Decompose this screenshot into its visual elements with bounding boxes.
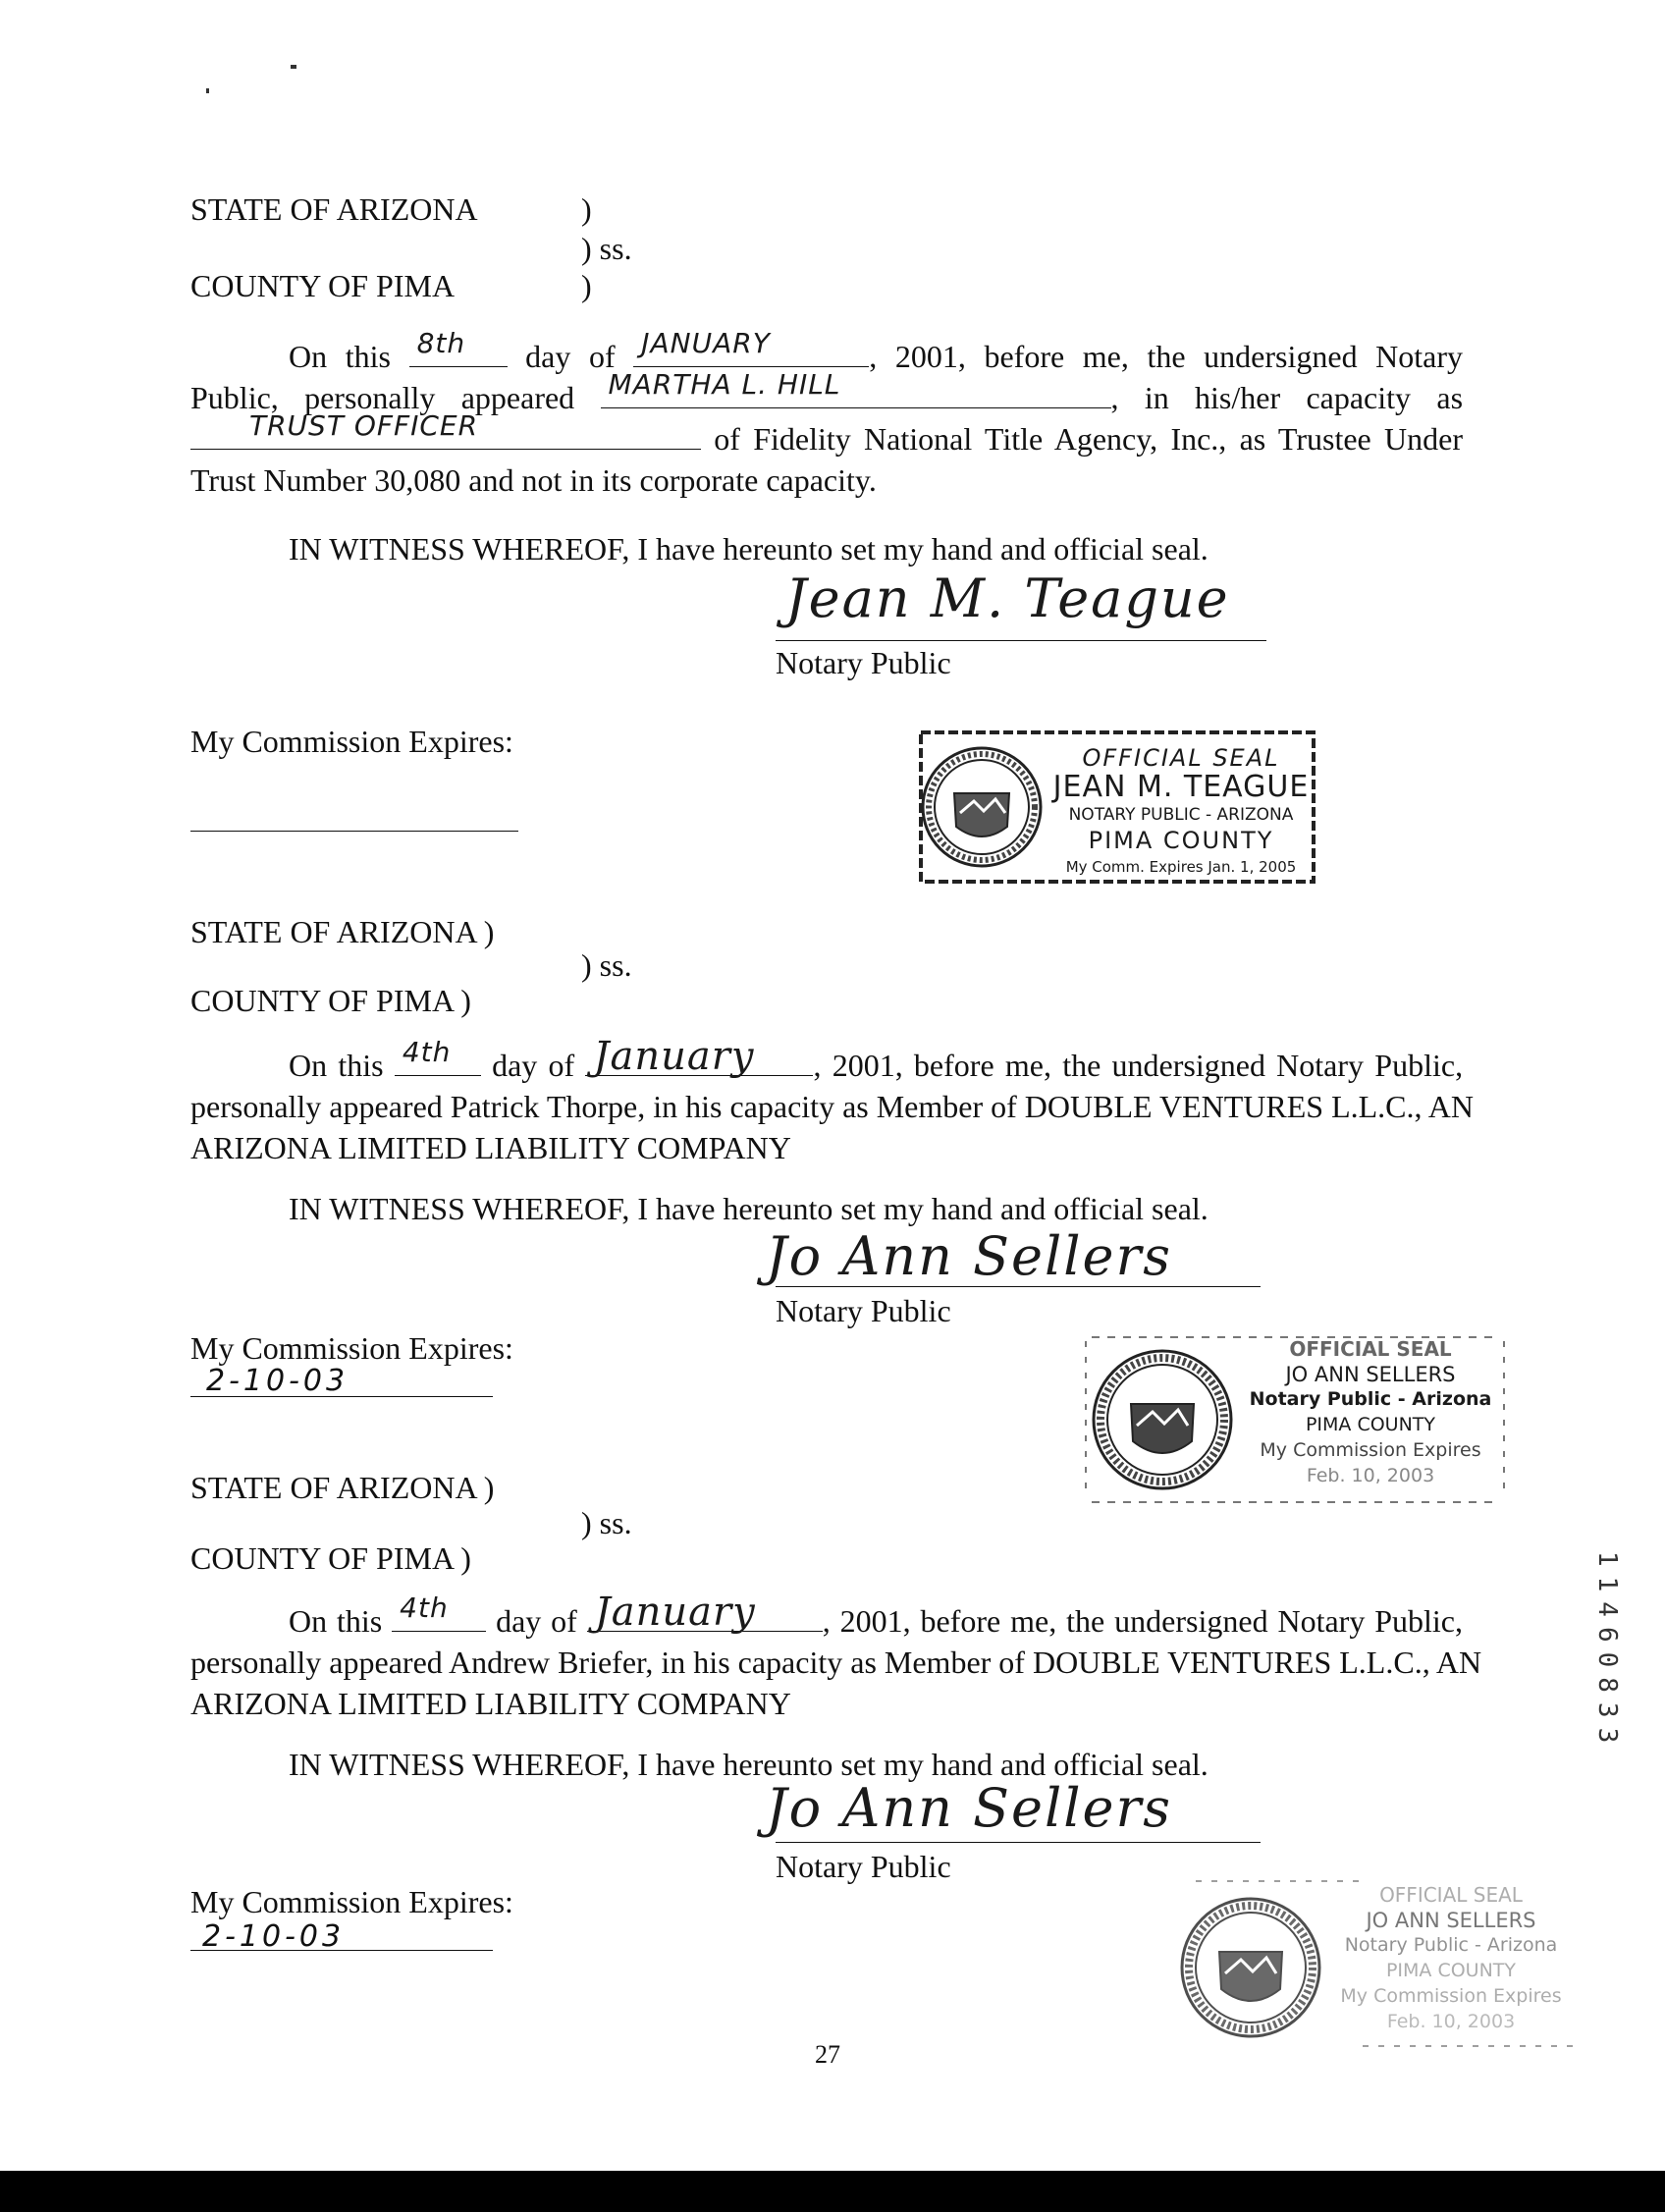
notary-signature: Jean M. Teague — [785, 567, 1230, 629]
seal-county: PIMA COUNTY — [1385, 1960, 1517, 1981]
title-field — [190, 409, 701, 450]
handwritten-day: 4th — [402, 1036, 452, 1068]
seal-heading: OFFICIAL SEAL — [1379, 1883, 1523, 1907]
seal-expiration-label: My Commission Expires — [1260, 1439, 1481, 1461]
venue-state: STATE OF ARIZONA ) — [190, 1470, 495, 1505]
notary-signature: Jo Ann Sellers — [766, 1777, 1173, 1839]
venue-ss: ) ss. — [581, 231, 632, 266]
month-field — [585, 1034, 813, 1079]
commission-date: 2-10-03 — [202, 1919, 346, 1954]
handwritten-month: January — [594, 1590, 756, 1635]
name-field — [601, 368, 1111, 408]
notary-public-label: Notary Public — [776, 1849, 951, 1884]
recording-number: 11460833 — [1592, 1551, 1622, 1753]
commission-expires-label: My Commission Expires: — [190, 1330, 513, 1366]
venue-ss: ) ss. — [581, 1505, 632, 1540]
seal-heading: OFFICIAL SEAL — [1289, 1337, 1452, 1361]
commission-expires-label: My Commission Expires: — [190, 1884, 513, 1919]
seal-expiration-date: Feb. 10, 2003 — [1306, 1465, 1435, 1486]
handwritten-month: JANUARY — [641, 327, 771, 359]
seal-notary-title: Notary Public - Arizona — [1344, 1934, 1558, 1956]
witness-clause: IN WITNESS WHEREOF, I have hereunto set my hand and official seal. — [289, 1191, 1208, 1226]
signature-line — [776, 640, 1266, 641]
page-number: 27 — [815, 2040, 840, 2069]
notary-public-label: Notary Public — [776, 1293, 951, 1328]
notary-public-label: Notary Public — [776, 645, 951, 680]
signature-line — [776, 1842, 1261, 1843]
commission-expires-label: My Commission Expires: — [190, 724, 513, 759]
handwritten-month: January — [593, 1034, 755, 1079]
seal-notary-name: JO ANN SELLERS — [1285, 1363, 1456, 1386]
venue-state: STATE OF ARIZONA — [190, 191, 478, 227]
handwritten-name: MARTHA L. HILL — [608, 368, 841, 401]
seal-county: PIMA COUNTY — [1305, 1414, 1436, 1435]
seal-notary-name: JEAN M. TEAGUE — [1052, 770, 1310, 804]
venue-state: STATE OF ARIZONA ) — [190, 914, 495, 949]
handwritten-title: TRUST OFFICER — [249, 409, 479, 442]
venue-county: COUNTY OF PIMA ) — [190, 983, 471, 1018]
handwritten-day: 4th — [400, 1592, 449, 1624]
commission-date-line — [190, 1396, 493, 1397]
scan-speck — [206, 88, 209, 93]
official-notary-seal — [1166, 1875, 1579, 2052]
seal-notary-title: Notary Public - Arizona — [1249, 1388, 1492, 1410]
venue-paren: ) — [581, 268, 592, 303]
acknowledgment-paragraph: On this 4th day of January , 2001, before me, the undersigned Notary Public, personally appeared Patrick Thorpe, in his capacity as Member of DOUBLE VENTURES L.L.C., AN ARIZONA LIMITED LIABILITY COMPANY — [190, 1034, 1474, 1165]
commission-date-line — [190, 831, 518, 832]
seal-expiration-date: Feb. 10, 2003 — [1386, 2011, 1516, 2032]
seal-expiration: My Comm. Expires Jan. 1, 2005 — [1065, 858, 1297, 876]
seal-notary-name: JO ANN SELLERS — [1366, 1909, 1536, 1932]
month-field — [587, 1590, 823, 1635]
commission-date-line — [190, 1950, 493, 1951]
official-notary-seal — [1078, 1331, 1510, 1508]
venue-county: COUNTY OF PIMA ) — [190, 1540, 471, 1576]
scan-bottom-bar — [0, 2171, 1665, 2212]
witness-clause: IN WITNESS WHEREOF, I have hereunto set my hand and official seal. — [289, 531, 1208, 566]
venue-ss: ) ss. — [581, 947, 632, 983]
day-field — [395, 1036, 481, 1076]
scan-speck — [291, 65, 296, 69]
acknowledgment-paragraph: On this 4th day of January , 2001, before me, the undersigned Notary Public, personally appeared Andrew Briefer, in his capacity as Member of DOUBLE VENTURES L.L.C., AN ARIZONA LIMITED LIABILITY COMPANY — [190, 1590, 1482, 1721]
acknowledgment-paragraph: On this 8th day of JANUARY , 2001, before me, the undersigned Notary Public, personally appeared MARTHA L. HILL , in his/her capacity as TRUST OFFICER of Fidelity National Title Agency, Inc., as Trustee Under Trust Number 30,080 and not in its corporate capacity. — [190, 336, 1463, 501]
seal-heading: OFFICIAL SEAL — [1082, 744, 1280, 772]
notary-signature: Jo Ann Sellers — [766, 1225, 1173, 1287]
seal-county: PIMA COUNTY — [1088, 827, 1274, 854]
witness-clause: IN WITNESS WHEREOF, I have hereunto set my hand and official seal. — [289, 1747, 1208, 1782]
day-field — [392, 1592, 486, 1632]
month-field — [633, 327, 869, 367]
seal-notary-title: NOTARY PUBLIC - ARIZONA — [1068, 805, 1294, 825]
handwritten-day: 8th — [416, 327, 466, 359]
official-notary-seal — [911, 723, 1323, 891]
day-field — [409, 327, 508, 367]
signature-line — [776, 1286, 1261, 1287]
commission-date: 2-10-03 — [206, 1364, 349, 1398]
seal-expiration-label: My Commission Expires — [1340, 1985, 1562, 2007]
venue-county: COUNTY OF PIMA — [190, 268, 456, 303]
venue-paren: ) — [581, 191, 592, 227]
